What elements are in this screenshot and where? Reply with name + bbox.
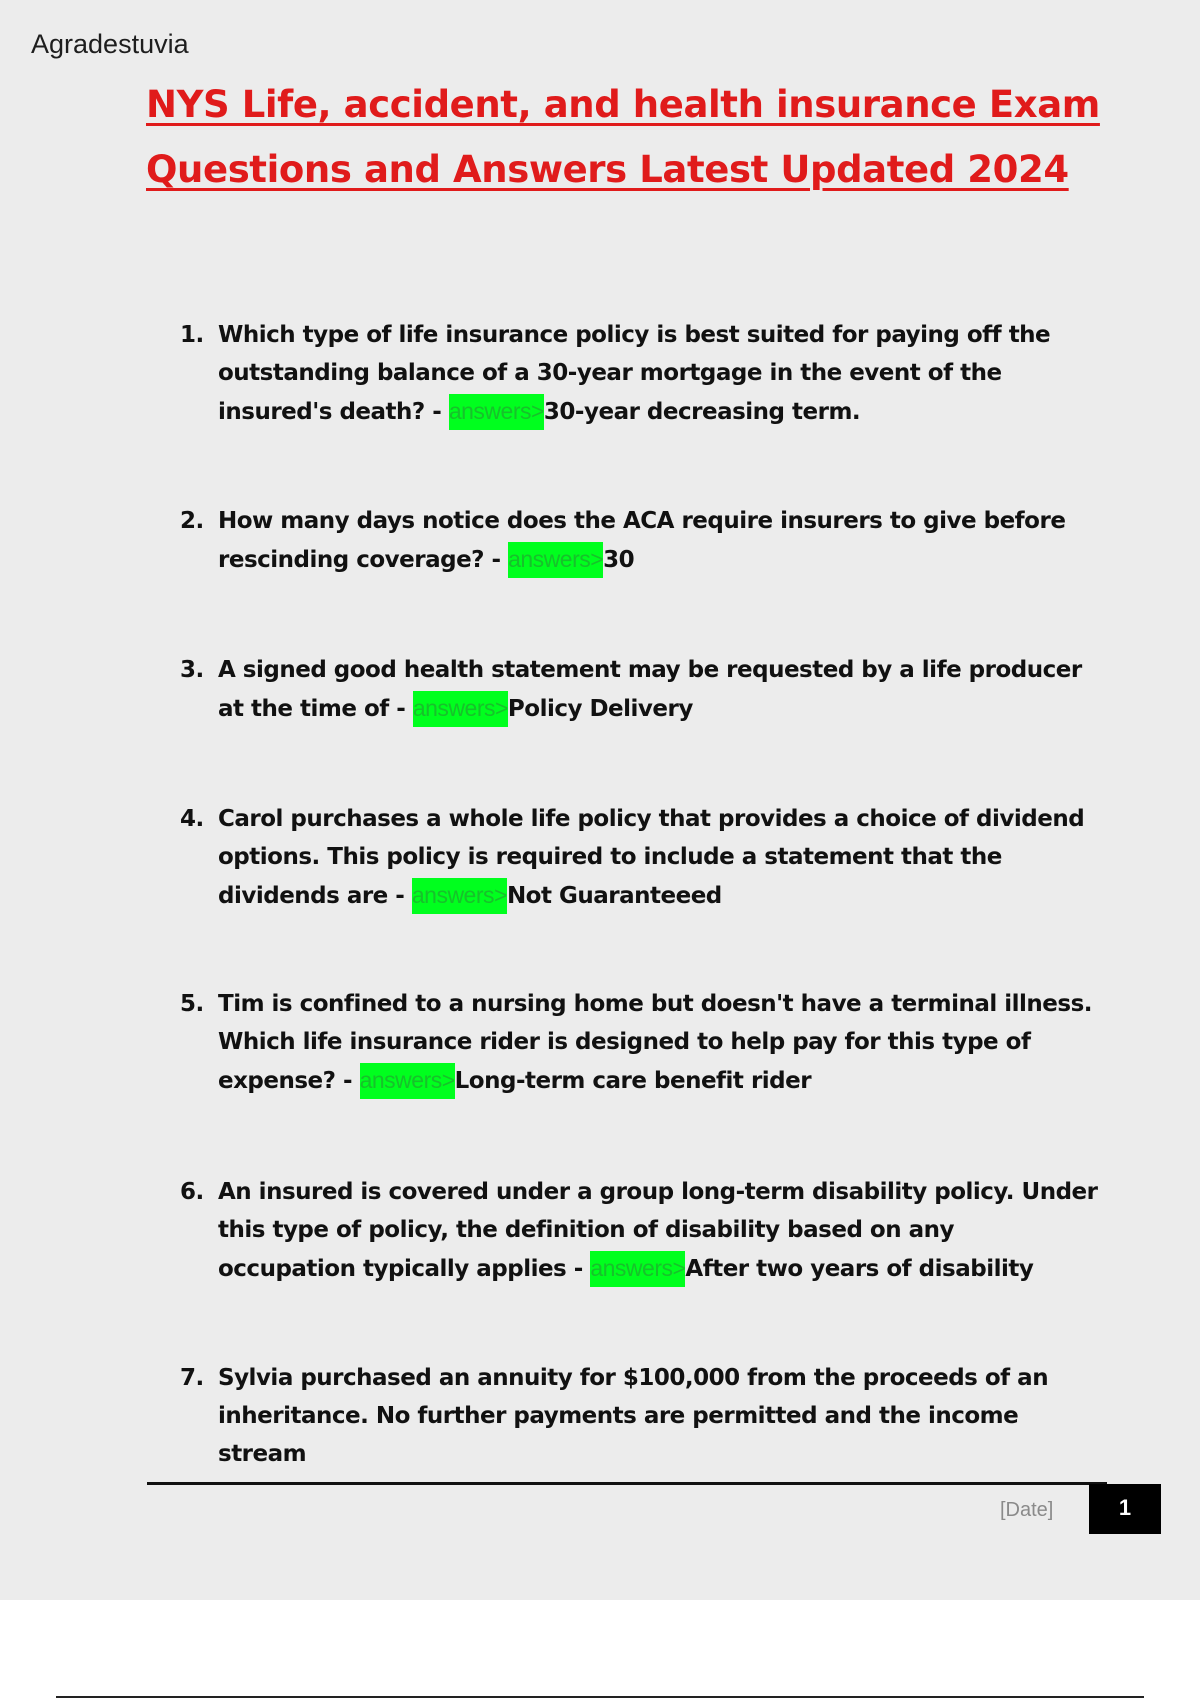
question-text: A signed good health statement may be requested by a life producer at the time of - xyxy=(218,657,1082,722)
question-text: Carol purchases a whole life policy that provides a choice of dividend options. This policy is required to include a statement that the dividends are - xyxy=(218,806,1085,909)
question-body xyxy=(218,800,1098,915)
question-number: 6. xyxy=(180,1179,204,1205)
question-body xyxy=(218,651,1098,728)
watermark-text: Agradestuvia xyxy=(31,29,189,59)
question-number: 1. xyxy=(180,322,204,348)
footer-divider xyxy=(147,1482,1107,1485)
answer-marker-highlight: answers> xyxy=(360,1063,455,1099)
answer-marker-highlight: answers> xyxy=(413,691,508,727)
question-text: Sylvia purchased an annuity for $100,000 from the proceeds of an inheritance. No further payments are permitted and the income stream xyxy=(218,1365,1049,1467)
answer-text: Long-term care benefit rider xyxy=(454,1068,812,1094)
question-body xyxy=(218,1359,1098,1473)
question-body xyxy=(218,1173,1098,1288)
answer-text: Policy Delivery xyxy=(507,696,693,722)
page-number-badge: 1 xyxy=(1089,1484,1161,1534)
question-body xyxy=(218,316,1098,431)
answer-text: Not Guaranteeed xyxy=(506,883,722,909)
title-line-2: Questions and Answers Latest Updated 2024 xyxy=(146,148,1069,191)
title-line-1: NYS Life, accident, and health insurance Exam xyxy=(146,83,1100,126)
question-body xyxy=(218,502,1098,579)
question-number: 2. xyxy=(180,508,204,534)
question-text: Tim is confined to a nursing home but doesn't have a terminal illness. Which life insurance rider is designed to help pay for this type of expense? - xyxy=(218,991,1093,1094)
answer-marker-highlight: answers> xyxy=(449,394,544,430)
answer-marker-highlight: answers> xyxy=(508,542,603,578)
answer-marker-highlight: answers> xyxy=(412,878,507,914)
question-number: 7. xyxy=(180,1365,204,1391)
next-page-divider xyxy=(56,1696,1144,1698)
question-number: 3. xyxy=(180,657,204,683)
question-body xyxy=(218,985,1098,1100)
document-title xyxy=(146,72,1106,202)
question-number: 5. xyxy=(180,991,204,1017)
answer-text: After two years of disability xyxy=(685,1256,1034,1282)
question-text: An insured is covered under a group long-term disability policy. Under this type of policy, the definition of disability based on any occupation typically applies - xyxy=(218,1179,1098,1282)
question-text: Which type of life insurance policy is best suited for paying off the outstanding balance of a 30-year mortgage in the event of the insured's death? - xyxy=(218,322,1051,425)
question-number: 4. xyxy=(180,806,204,832)
answer-marker-highlight: answers> xyxy=(590,1251,685,1287)
question-text: How many days notice does the ACA require insurers to give before rescinding coverage? - xyxy=(218,508,1066,573)
footer-date: [Date] xyxy=(1000,1499,1054,1521)
answer-text: 30 xyxy=(603,547,635,573)
answer-text: 30-year decreasing term. xyxy=(543,399,861,425)
